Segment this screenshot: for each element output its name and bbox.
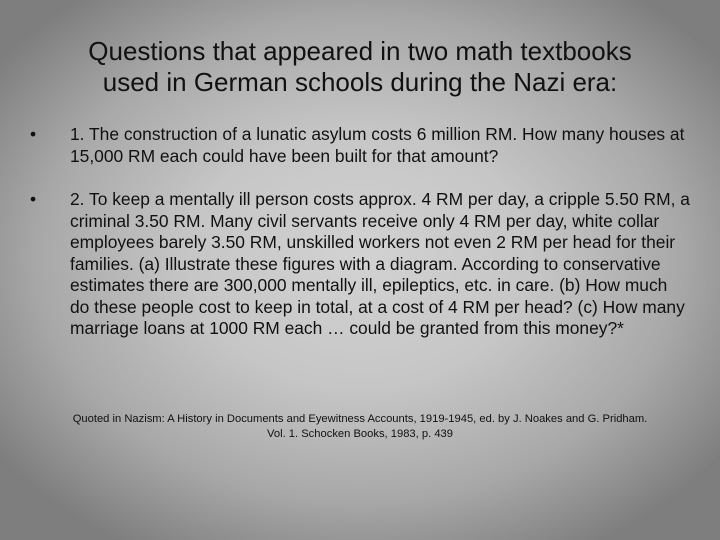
slide-title-line-1: Questions that appeared in two math textbooks — [88, 36, 632, 66]
question-list — [0, 124, 720, 340]
question-item-1 — [0, 124, 720, 167]
question-text-2: 2. To keep a mentally ill person costs approx. 4 RM per day, a cripple 5.50 RM, a criminal 3.50 RM. Many civil servants receive only 4 RM per day, white collar employees barely 3.50 RM, unskilled workers not even 2 RM per head for their families. (a) Illustrate these figures with a diagram. According to conservative estimates there are 300,000 mentally ill, epileptics, etc. in care. (b) How much do these people cost to keep in total, at a cost of 4 RM per head? (c) How many marriage loans at 1000 RM each … could be granted from this money?* — [70, 189, 690, 338]
citation-line-2: Vol. 1. Schocken Books, 1983, p. 439 — [267, 428, 453, 440]
slide-title — [40, 36, 680, 98]
source-citation — [20, 412, 700, 442]
citation-line-1: Quoted in Nazism: A History in Documents and Eyewitness Accounts, 1919-1945, ed. by J. Noakes and G. Pridham. — [72, 413, 648, 425]
bullet-icon: • — [30, 189, 37, 209]
bullet-icon: • — [30, 124, 37, 144]
slide-title-line-2: used in German schools during the Nazi era: — [102, 67, 618, 97]
question-item-2 — [0, 189, 720, 340]
question-text-1: 1. The construction of a lunatic asylum costs 6 million RM. How many houses at 15,000 RM each could have been built for that amount? — [70, 124, 685, 166]
